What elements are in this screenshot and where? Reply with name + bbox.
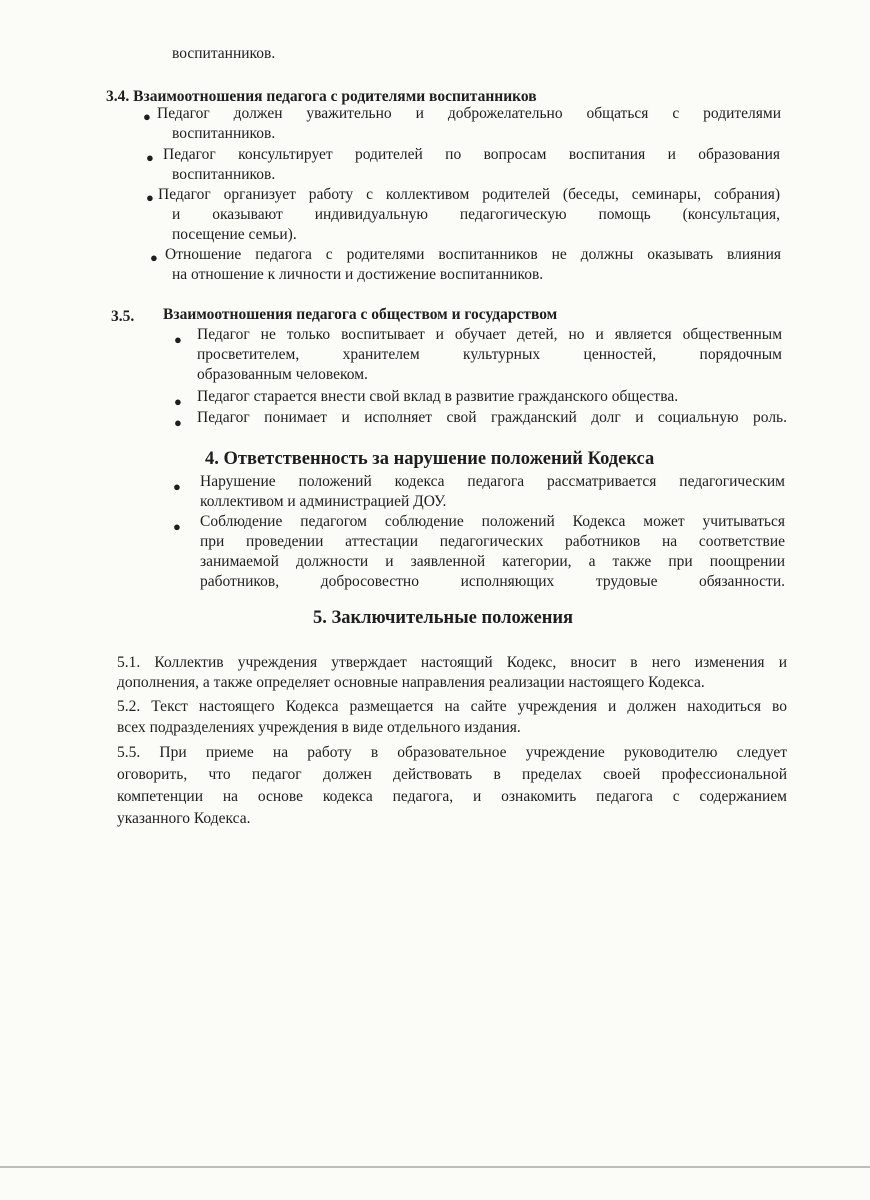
- paragraph-line: указанного Кодекса.: [117, 810, 251, 827]
- section-5-heading: 5. Заключительные положения: [313, 608, 574, 628]
- list-item-line: занимаемой должности и заявленной категории, а также при поощрении: [200, 553, 785, 570]
- bullet-icon: ●: [143, 109, 151, 124]
- section-3-4-heading: 3.4. Взаимоотношения педагога с родителями воспитанников: [106, 88, 537, 105]
- paragraph-line: 5.2. Текст настоящего Кодекса размещается на сайте учреждения и должен находиться во: [117, 698, 787, 715]
- list-item-line: посещение семьи).: [172, 226, 297, 243]
- paragraph-line: оговорить, что педагог должен действовать в пределах своей профессиональной: [117, 766, 787, 783]
- continued-text: воспитанников.: [172, 45, 276, 62]
- scan-edge-line: [0, 1166, 870, 1168]
- list-item-line: образованным человеком.: [197, 366, 368, 383]
- bullet-icon: ●: [174, 332, 182, 347]
- section-4-heading: 4. Ответственность за нарушение положений Кодекса: [205, 449, 655, 469]
- list-item-line: Нарушение положений кодекса педагога рассматривается педагогическим: [200, 473, 785, 490]
- list-item-line: коллективом и администрацией ДОУ.: [200, 493, 447, 510]
- bullet-icon: ●: [174, 415, 182, 430]
- section-3-5-number: 3.5.: [111, 308, 135, 325]
- list-item-line: Соблюдение педагогом соблюдение положений Кодекса может учитываться: [200, 513, 785, 530]
- bullet-icon: ●: [146, 150, 154, 165]
- list-item-line: работников, добросовестно исполняющих трудовые обязанности.: [200, 573, 785, 590]
- list-item-line: при проведении аттестации педагогических работников на соответствие: [200, 533, 785, 550]
- list-item-line: Педагог организует работу с коллективом родителей (беседы, семинары, собрания): [158, 186, 780, 203]
- list-item-line: Педагог должен уважительно и доброжелательно общаться с родителями: [157, 105, 781, 122]
- paragraph-line: дополнения, а также определяет основные направления реализации настоящего Кодекса.: [117, 674, 705, 691]
- list-item-line: воспитанников.: [172, 125, 276, 142]
- list-item-line: воспитанников.: [172, 166, 276, 183]
- bullet-icon: ●: [146, 190, 154, 205]
- list-item-line: Отношение педагога с родителями воспитанников не должны оказывать влияния: [165, 246, 781, 263]
- paragraph-line: 5.1. Коллектив учреждения утверждает настоящий Кодекс, вносит в него изменения и: [117, 654, 787, 671]
- list-item-line: Педагог консультирует родителей по вопросам воспитания и образования: [163, 146, 780, 163]
- paragraph-line: компетенции на основе кодекса педагога, и ознакомить педагога с содержанием: [117, 788, 787, 805]
- list-item-line: Педагог понимает и исполняет свой гражданский долг и социальную роль.: [197, 409, 787, 426]
- bullet-icon: ●: [150, 250, 158, 265]
- list-item-line: Педагог старается внести свой вклад в развитие гражданского общества.: [197, 388, 679, 405]
- list-item-line: и оказывают индивидуальную педагогическую помощь (консультация,: [172, 206, 780, 223]
- list-item-line: Педагог не только воспитывает и обучает детей, но и является общественным: [197, 326, 782, 343]
- list-item-line: на отношение к личности и достижение воспитанников.: [172, 266, 544, 283]
- bullet-icon: ●: [173, 479, 181, 494]
- section-3-5-heading: Взаимоотношения педагога с обществом и государством: [163, 306, 558, 323]
- list-item-line: просветителем, хранителем культурных ценностей, порядочным: [197, 346, 782, 363]
- paragraph-line: 5.5. При приеме на работу в образовательное учреждение руководителю следует: [117, 744, 787, 761]
- bullet-icon: ●: [173, 519, 181, 534]
- bullet-icon: ●: [174, 394, 182, 409]
- paragraph-line: всех подразделениях учреждения в виде отдельного издания.: [117, 719, 521, 736]
